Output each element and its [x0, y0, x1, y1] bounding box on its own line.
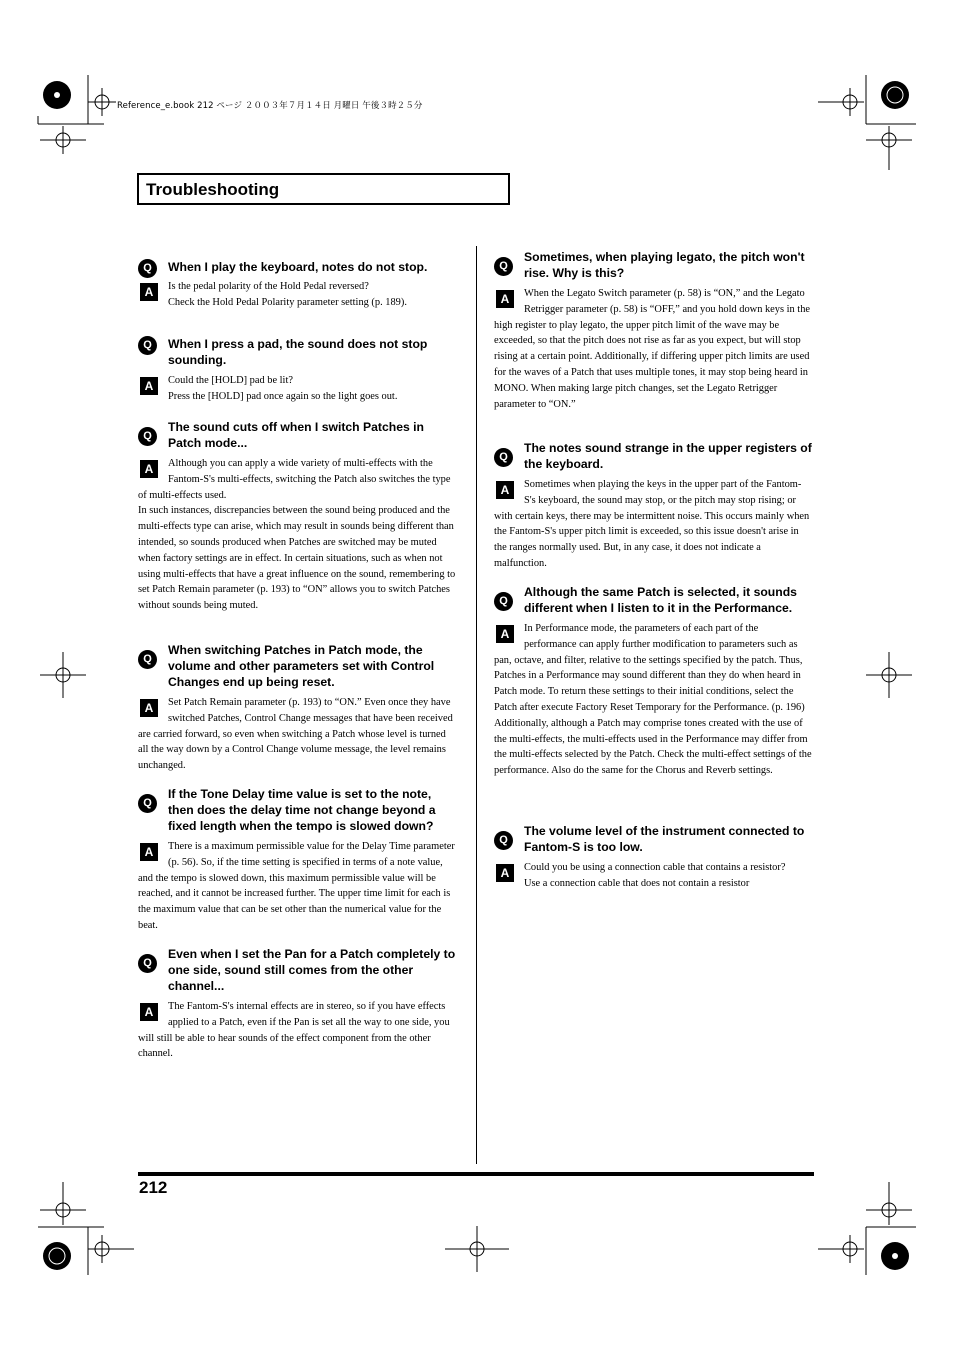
question	[138, 259, 456, 275]
question	[138, 642, 456, 690]
question-text: When switching Patches in Patch mode, the volume and other parameters set with Control Changes end up being reset.	[168, 643, 435, 689]
question-icon: Q	[138, 259, 157, 278]
answer-text: Is the pedal polarity of the Hold Pedal reversed?	[168, 281, 369, 292]
qa-item	[138, 786, 456, 934]
answer-text: When the Legato Switch parameter (p. 58) is “ON,” and the Legato Retrigger parameter (p. 58) is “OFF,” and you hold down keys in the high register to play legato, the upper pitch limit of the wave may be exceeded, so that the pitch does not rise as far as you expect, but will stop rising at a certain point. Additionally, if differing upper pitch limits are used for the waves of a Patch that uses multiple tones, it may stop being heard in MONO. When making large pitch changes, set the Legato Retrigger parameter to “ON.”	[494, 288, 811, 410]
answer-text: The Fantom-S's internal effects are in stereo, so if you have effects applied to a Patch, even if the Pan is set all the way to one side, you will still be able to hear sounds of the effect component from the other channel.	[138, 1001, 450, 1060]
question	[138, 419, 456, 451]
answer	[494, 860, 812, 892]
qa-item	[138, 946, 456, 1062]
answer	[138, 373, 456, 405]
answer	[494, 621, 812, 779]
answer-text: Use a connection cable that does not contain a resistor	[524, 877, 750, 889]
answer-text: Set Patch Remain parameter (p. 193) to “ON.” Even once they have switched Patches, Control Change messages that have been received are carried forward, so even when switching a Patch whose level is turned all the way down by a Control Change volume message, the level remains unchanged.	[138, 697, 453, 772]
question-text: When I play the keyboard, notes do not stop.	[168, 260, 428, 274]
answer-text: Press the [HOLD] pad once again so the light goes out.	[168, 390, 398, 402]
question	[494, 249, 812, 281]
answer-text: In such instances, discrepancies between the sound being produced and the multi-effects type can arise, which may result in sounds being different than intended, so sounds produced when Patches are switched may be muted when factory settings are in effect. In certain situations, such as when not using multi-effects that have a great influence on the sound, remembering to set Patch Remain parameter (p. 193) to “ON” allows you to switch Patches without sounds being muted.	[138, 505, 456, 612]
answer-icon: A	[496, 864, 514, 882]
question-icon: Q	[494, 592, 513, 611]
answer	[494, 286, 812, 412]
question-icon: Q	[138, 650, 157, 669]
question-text: Although the same Patch is selected, it sounds different when I listen to it in the Performance.	[524, 585, 797, 615]
print-header-note: Reference_e.book 212 ページ ２００３年７月１４日 月曜日 午後３時２５分	[117, 101, 423, 111]
question-icon: Q	[494, 831, 513, 850]
answer-icon: A	[140, 460, 158, 478]
qa-item	[494, 249, 812, 412]
answer-text: Could the [HOLD] pad be lit?	[168, 375, 293, 386]
question-text: If the Tone Delay time value is set to the note, then does the delay time not change beyond a fixed length when the tempo is slowed down?	[168, 787, 436, 833]
question-icon: Q	[494, 257, 513, 276]
answer	[494, 477, 812, 572]
question-text: When I press a pad, the sound does not stop sounding.	[168, 337, 428, 367]
question-icon: Q	[138, 336, 157, 355]
qa-item	[494, 584, 812, 779]
answer-icon: A	[496, 625, 514, 643]
answer-text: Additionally, although a Patch may comprise tones created with the use of the multi-effects, the multi-effects used in the Performance may differ from the multi-effects selected by the Patch. Check the multi-effect settings of the performance. Also do the same for the Chorus and Reverb settings.	[494, 717, 812, 777]
answer	[138, 999, 456, 1062]
question-icon: Q	[138, 954, 157, 973]
answer-icon: A	[496, 290, 514, 308]
question	[494, 823, 812, 855]
section-title-box	[137, 173, 510, 205]
answer-icon: A	[140, 843, 158, 861]
qa-item	[138, 259, 456, 311]
answer-icon: A	[140, 283, 158, 301]
question-icon: Q	[494, 448, 513, 467]
answer-text: Could you be using a connection cable that contains a resistor?	[524, 862, 786, 873]
question	[138, 946, 456, 994]
question-text: The sound cuts off when I switch Patches in Patch mode...	[168, 420, 424, 450]
answer-icon: A	[140, 1003, 158, 1021]
question-text: Sometimes, when playing legato, the pitch won't rise. Why is this?	[524, 250, 805, 280]
answer-text: Check the Hold Pedal Polarity parameter setting (p. 189).	[168, 296, 407, 308]
answer-text: In Performance mode, the parameters of each part of the performance can apply further modification to parameters such as pan, octave, and filter, relative to the settings specified by the patch. Thus, Patches in a Performance may sound different than they do when heard in Patch mode. To return these settings to their initial conditions, select the Patch after execute Factory Reset Temporary for the Performance. (p. 196)	[494, 623, 805, 713]
answer	[138, 279, 456, 311]
answer-text: There is a maximum permissible value for the Delay Time parameter (p. 56). So, if the time setting is specified in terms of a note value, and the tempo is slowed down, this maximum permissible value will be reached, and it cannot be increased further. The upper time limit for each is the maximum value that can be set other than the numerical value for the beat.	[138, 841, 455, 931]
column-divider	[476, 246, 477, 1164]
answer	[138, 456, 456, 614]
question	[494, 440, 812, 472]
question-icon: Q	[138, 427, 157, 446]
question	[138, 336, 456, 368]
qa-item	[138, 336, 456, 405]
question-icon: Q	[138, 794, 157, 813]
question	[494, 584, 812, 616]
answer-icon: A	[140, 377, 158, 395]
qa-item	[138, 419, 456, 614]
qa-item	[494, 823, 812, 892]
answer	[138, 695, 456, 774]
question-text: Even when I set the Pan for a Patch completely to one side, sound still comes from the other channel...	[168, 947, 456, 993]
page-number: 212	[139, 1178, 168, 1197]
question-text: The notes sound strange in the upper registers of the keyboard.	[524, 441, 812, 471]
answer-text: Sometimes when playing the keys in the upper part of the Fantom-S's keyboard, the sound may stop, or the pitch may stop rising; or with certain keys, there may be intermittent noise. This occurs mainly when the Fantom-S's upper pitch limit is exceeded, so this issue doesn't arise in the ranges normally used. But, in any case, it does not indicate a malfunction.	[494, 479, 810, 569]
answer-icon: A	[140, 699, 158, 717]
question	[138, 786, 456, 834]
footer-rule	[138, 1172, 814, 1176]
answer	[138, 839, 456, 934]
qa-item	[138, 642, 456, 774]
answer-icon: A	[496, 481, 514, 499]
answer-text: Although you can apply a wide variety of multi-effects with the Fantom-S's multi-effects, switching the Patch also switches the type of multi-effects used.	[138, 458, 451, 501]
qa-item	[494, 440, 812, 572]
question-text: The volume level of the instrument connected to Fantom-S is too low.	[524, 824, 805, 854]
section-title: Troubleshooting	[146, 180, 280, 199]
